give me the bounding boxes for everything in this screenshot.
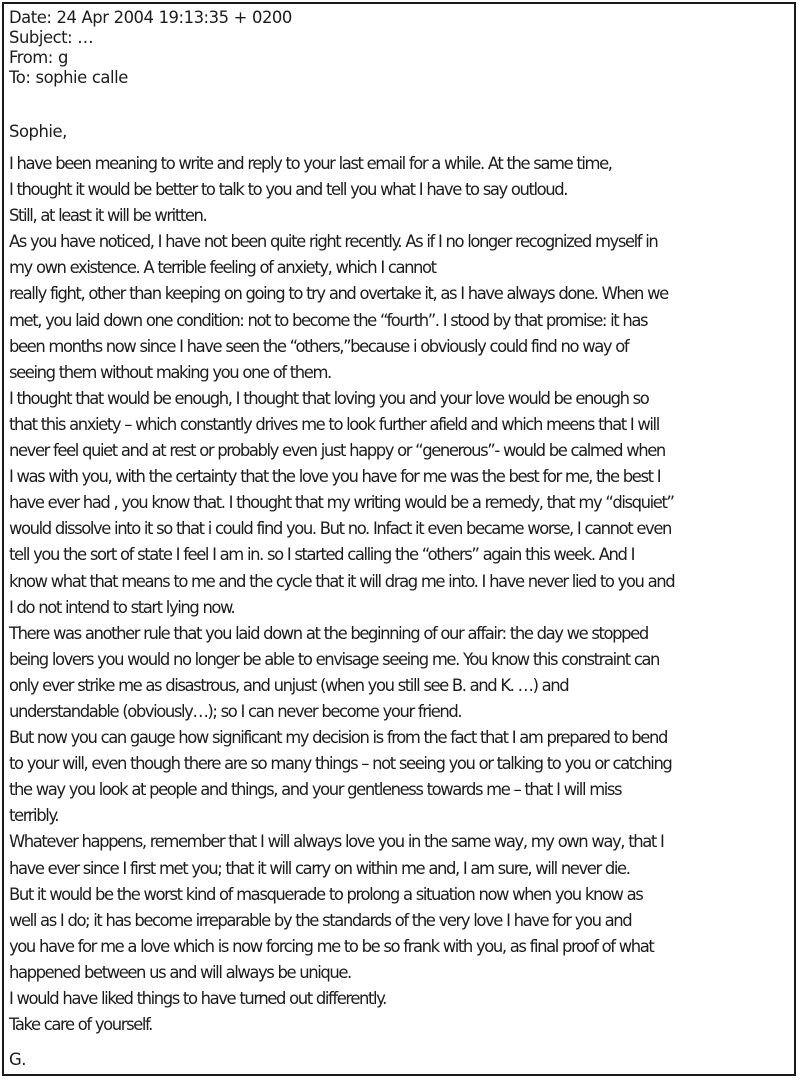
body-line: terribly. <box>9 806 59 826</box>
body-line: happened between us and will always be unique. <box>9 962 351 982</box>
body-line: never feel quiet and at rest or probably even just happy or “generous”- would be calmed when <box>9 441 665 461</box>
body-line: my own existence. A terrible feeling of anxiety, which I cannot <box>9 258 436 278</box>
body-line: I was with you, with the certainty that the love you have for me was the best for me, the best I <box>9 467 661 487</box>
body-line: to your will, even though there are so many things – not seeing you or talking to you or catching <box>9 754 672 774</box>
body-line: have ever since I first met you; that it will carry on within me and, I am sure, will never die. <box>9 858 630 878</box>
body-line: Whatever happens, remember that I will always love you in the same way, my own way, that I <box>9 832 664 852</box>
body-line: Take care of yourself. <box>9 1015 152 1035</box>
email-signature: G. <box>9 1050 27 1069</box>
email-body <box>9 151 793 1038</box>
body-line: been months now since I have seen the “others,”because i obviously could find no way of <box>9 336 629 356</box>
body-line: But it would be the worst kind of masquerade to prolong a situation now when you know as <box>9 884 643 904</box>
body-line: met, you laid down one condition: not to become the “fourth”. I stood by that promise: it has <box>9 310 648 330</box>
email-header <box>9 8 292 88</box>
body-line: well as I do; it has become irreparable by the standards of the very love I have for you and <box>9 910 632 930</box>
email-date: Date: 24 Apr 2004 19:13:35 + 0200 <box>9 8 292 27</box>
body-line: know what that means to me and the cycle that it will drag me into. I have never lied to you and <box>9 571 675 591</box>
email-to: To: sophie calle <box>9 68 128 87</box>
body-line: have ever had , you know that. I thought that my writing would be a remedy, that my “disquiet” <box>9 493 674 513</box>
body-line: There was another rule that you laid down at the beginning of our affair: the day we stopped <box>9 623 648 643</box>
body-line: As you have noticed, I have not been quite right recently. As if I no longer recognized myself in <box>9 232 658 252</box>
body-line: only ever strike me as disastrous, and unjust (when you still see B. and K. …) and <box>9 675 569 695</box>
email-document <box>2 2 796 1076</box>
body-line: that this anxiety – which constantly drives me to look further afield and which meens that I will <box>9 414 659 434</box>
body-line: understandable (obviously…); so I can never become your friend. <box>9 701 462 721</box>
body-line: Still, at least it will be written. <box>9 206 207 226</box>
email-from: From: g <box>9 48 68 67</box>
body-line: you have for me a love which is now forcing me to be so frank with you, as final proof of what <box>9 936 654 956</box>
body-line: would dissolve into it so that i could find you. But no. Infact it even became worse, I cannot even <box>9 519 671 539</box>
body-line: the way you look at people and things, and your gentleness towards me – that I will miss <box>9 780 622 800</box>
email-greeting: Sophie, <box>9 122 67 141</box>
body-line: I would have liked things to have turned out differently. <box>9 989 386 1008</box>
body-line: I thought it would be better to talk to you and tell you what I have to say outloud. <box>9 180 568 200</box>
body-line: I do not intend to start lying now. <box>9 597 235 617</box>
body-line: seeing them without making you one of them. <box>9 362 331 382</box>
body-line: being lovers you would no longer be able to envisage seeing me. You know this constraint can <box>9 649 660 669</box>
body-line: really fight, other than keeping on going to try and overtake it, as I have always done. When we <box>9 284 668 304</box>
body-line: tell you the sort of state I feel I am in. so I started calling the “others” again this week. And I <box>9 545 635 565</box>
body-line: But now you can gauge how significant my decision is from the fact that I am prepared to bend <box>9 728 667 748</box>
body-line: I thought that would be enough, I thought that loving you and your love would be enough so <box>9 388 649 408</box>
body-line: I have been meaning to write and reply to your last email for a while. At the same time, <box>9 154 612 173</box>
email-subject: Subject: … <box>9 28 94 47</box>
